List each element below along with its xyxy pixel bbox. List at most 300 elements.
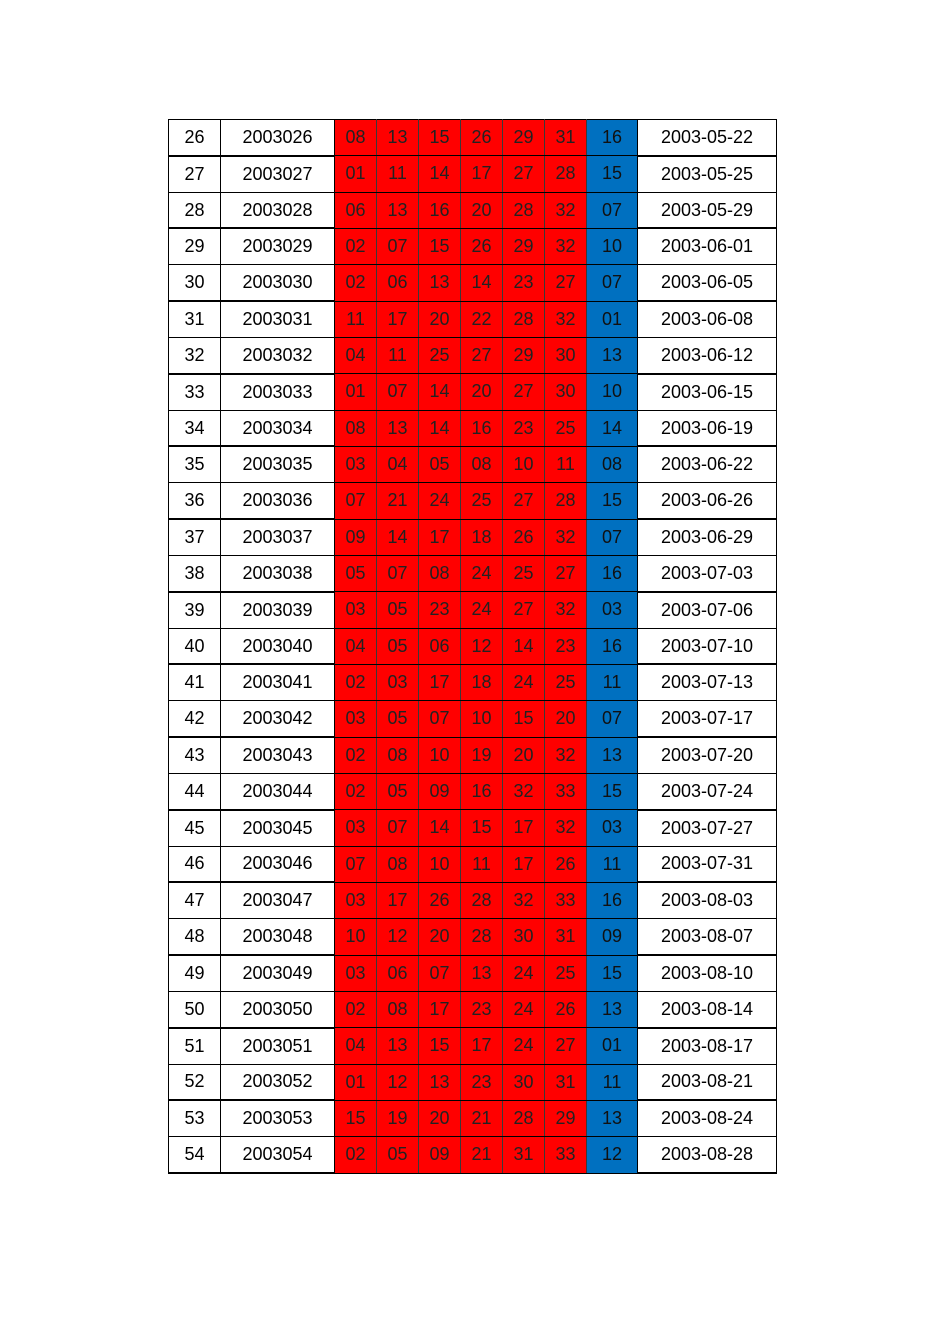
issue-number-cell: 2003050: [221, 991, 335, 1027]
red-ball-cell: 01: [335, 1064, 377, 1100]
red-ball-cell: 08: [377, 737, 419, 773]
red-ball-cell: 09: [419, 773, 461, 809]
draw-date-cell: 2003-06-19: [638, 410, 777, 446]
blue-ball-cell: 07: [587, 519, 638, 555]
blue-ball-cell: 13: [587, 337, 638, 373]
red-ball-cell: 32: [545, 192, 587, 228]
issue-number-cell: 2003051: [221, 1028, 335, 1064]
red-ball-cell: 14: [461, 265, 503, 301]
draw-date-cell: 2003-08-28: [638, 1137, 777, 1173]
red-ball-cell: 16: [419, 192, 461, 228]
row-index-cell: 37: [169, 519, 221, 555]
red-ball-cell: 15: [461, 810, 503, 846]
issue-number-cell: 2003052: [221, 1064, 335, 1100]
blue-ball-cell: 15: [587, 156, 638, 192]
red-ball-cell: 14: [419, 810, 461, 846]
red-ball-cell: 23: [545, 628, 587, 664]
draw-date-cell: 2003-07-31: [638, 846, 777, 882]
table-row: [169, 737, 777, 773]
red-ball-cell: 04: [335, 628, 377, 664]
red-ball-cell: 11: [545, 446, 587, 482]
red-ball-cell: 27: [545, 555, 587, 591]
red-ball-cell: 32: [503, 882, 545, 918]
red-ball-cell: 14: [377, 519, 419, 555]
table-row: [169, 955, 777, 991]
table-row: [169, 374, 777, 410]
red-ball-cell: 11: [377, 337, 419, 373]
red-ball-cell: 02: [335, 773, 377, 809]
blue-ball-cell: 15: [587, 955, 638, 991]
red-ball-cell: 28: [545, 156, 587, 192]
red-ball-cell: 02: [335, 991, 377, 1027]
row-index-cell: 40: [169, 628, 221, 664]
draw-date-cell: 2003-06-26: [638, 483, 777, 519]
draw-date-cell: 2003-08-07: [638, 919, 777, 955]
issue-number-cell: 2003054: [221, 1137, 335, 1173]
table-row: [169, 701, 777, 737]
blue-ball-cell: 16: [587, 120, 638, 156]
red-ball-cell: 02: [335, 228, 377, 264]
red-ball-cell: 28: [503, 1100, 545, 1136]
draw-date-cell: 2003-05-29: [638, 192, 777, 228]
table-row: [169, 1100, 777, 1136]
blue-ball-cell: 16: [587, 882, 638, 918]
issue-number-cell: 2003049: [221, 955, 335, 991]
red-ball-cell: 25: [545, 410, 587, 446]
draw-date-cell: 2003-06-01: [638, 228, 777, 264]
issue-number-cell: 2003026: [221, 120, 335, 156]
red-ball-cell: 13: [377, 120, 419, 156]
draw-date-cell: 2003-05-25: [638, 156, 777, 192]
red-ball-cell: 17: [419, 519, 461, 555]
table-row: [169, 592, 777, 628]
draw-date-cell: 2003-07-20: [638, 737, 777, 773]
red-ball-cell: 17: [503, 810, 545, 846]
blue-ball-cell: 03: [587, 592, 638, 628]
red-ball-cell: 17: [503, 846, 545, 882]
table-row: [169, 301, 777, 337]
red-ball-cell: 31: [503, 1137, 545, 1173]
red-ball-cell: 23: [461, 1064, 503, 1100]
blue-ball-cell: 11: [587, 1064, 638, 1100]
row-index-cell: 45: [169, 810, 221, 846]
red-ball-cell: 03: [335, 701, 377, 737]
red-ball-cell: 07: [377, 810, 419, 846]
issue-number-cell: 2003037: [221, 519, 335, 555]
red-ball-cell: 26: [461, 228, 503, 264]
table-row: [169, 337, 777, 373]
red-ball-cell: 15: [419, 120, 461, 156]
red-ball-cell: 12: [377, 1064, 419, 1100]
red-ball-cell: 11: [461, 846, 503, 882]
red-ball-cell: 17: [461, 1028, 503, 1064]
issue-number-cell: 2003027: [221, 156, 335, 192]
red-ball-cell: 02: [335, 664, 377, 700]
row-index-cell: 27: [169, 156, 221, 192]
draw-table-body: [169, 120, 777, 1174]
red-ball-cell: 13: [419, 265, 461, 301]
blue-ball-cell: 16: [587, 628, 638, 664]
red-ball-cell: 04: [335, 337, 377, 373]
red-ball-cell: 20: [419, 1100, 461, 1136]
blue-ball-cell: 15: [587, 773, 638, 809]
red-ball-cell: 20: [461, 374, 503, 410]
issue-number-cell: 2003046: [221, 846, 335, 882]
red-ball-cell: 07: [377, 228, 419, 264]
red-ball-cell: 20: [503, 737, 545, 773]
red-ball-cell: 27: [503, 592, 545, 628]
issue-number-cell: 2003038: [221, 555, 335, 591]
red-ball-cell: 26: [545, 846, 587, 882]
blue-ball-cell: 13: [587, 737, 638, 773]
issue-number-cell: 2003044: [221, 773, 335, 809]
table-row: [169, 664, 777, 700]
row-index-cell: 52: [169, 1064, 221, 1100]
red-ball-cell: 26: [461, 120, 503, 156]
red-ball-cell: 26: [545, 991, 587, 1027]
table-row: [169, 555, 777, 591]
row-index-cell: 36: [169, 483, 221, 519]
row-index-cell: 29: [169, 228, 221, 264]
red-ball-cell: 27: [503, 374, 545, 410]
red-ball-cell: 08: [461, 446, 503, 482]
red-ball-cell: 27: [503, 156, 545, 192]
red-ball-cell: 16: [461, 773, 503, 809]
issue-number-cell: 2003032: [221, 337, 335, 373]
red-ball-cell: 14: [419, 156, 461, 192]
draw-date-cell: 2003-08-17: [638, 1028, 777, 1064]
red-ball-cell: 26: [503, 519, 545, 555]
red-ball-cell: 29: [503, 228, 545, 264]
red-ball-cell: 21: [461, 1137, 503, 1173]
red-ball-cell: 14: [419, 374, 461, 410]
row-index-cell: 51: [169, 1028, 221, 1064]
red-ball-cell: 03: [335, 882, 377, 918]
red-ball-cell: 07: [335, 483, 377, 519]
issue-number-cell: 2003028: [221, 192, 335, 228]
red-ball-cell: 31: [545, 919, 587, 955]
draw-date-cell: 2003-07-24: [638, 773, 777, 809]
red-ball-cell: 28: [461, 919, 503, 955]
draw-date-cell: 2003-06-15: [638, 374, 777, 410]
red-ball-cell: 02: [335, 265, 377, 301]
red-ball-cell: 24: [503, 991, 545, 1027]
red-ball-cell: 28: [461, 882, 503, 918]
red-ball-cell: 03: [335, 955, 377, 991]
blue-ball-cell: 13: [587, 991, 638, 1027]
row-index-cell: 31: [169, 301, 221, 337]
draw-date-cell: 2003-07-06: [638, 592, 777, 628]
red-ball-cell: 30: [545, 337, 587, 373]
red-ball-cell: 13: [419, 1064, 461, 1100]
table-row: [169, 773, 777, 809]
red-ball-cell: 32: [545, 301, 587, 337]
red-ball-cell: 09: [419, 1137, 461, 1173]
red-ball-cell: 27: [545, 1028, 587, 1064]
red-ball-cell: 10: [461, 701, 503, 737]
red-ball-cell: 28: [503, 301, 545, 337]
blue-ball-cell: 01: [587, 301, 638, 337]
red-ball-cell: 23: [503, 410, 545, 446]
draw-date-cell: 2003-07-17: [638, 701, 777, 737]
red-ball-cell: 08: [377, 846, 419, 882]
draw-date-cell: 2003-06-22: [638, 446, 777, 482]
red-ball-cell: 05: [377, 1137, 419, 1173]
row-index-cell: 47: [169, 882, 221, 918]
row-index-cell: 35: [169, 446, 221, 482]
red-ball-cell: 18: [461, 664, 503, 700]
red-ball-cell: 32: [545, 519, 587, 555]
blue-ball-cell: 09: [587, 919, 638, 955]
lottery-draw-table: [168, 119, 777, 1174]
draw-date-cell: 2003-08-03: [638, 882, 777, 918]
issue-number-cell: 2003045: [221, 810, 335, 846]
table-row: [169, 1137, 777, 1173]
table-row: [169, 991, 777, 1027]
table-row: [169, 882, 777, 918]
red-ball-cell: 03: [335, 446, 377, 482]
red-ball-cell: 12: [377, 919, 419, 955]
red-ball-cell: 04: [377, 446, 419, 482]
red-ball-cell: 07: [419, 955, 461, 991]
red-ball-cell: 17: [377, 882, 419, 918]
row-index-cell: 44: [169, 773, 221, 809]
red-ball-cell: 19: [377, 1100, 419, 1136]
red-ball-cell: 10: [419, 846, 461, 882]
red-ball-cell: 14: [419, 410, 461, 446]
table-row: [169, 120, 777, 156]
red-ball-cell: 13: [377, 192, 419, 228]
red-ball-cell: 32: [545, 592, 587, 628]
blue-ball-cell: 11: [587, 664, 638, 700]
red-ball-cell: 07: [335, 846, 377, 882]
red-ball-cell: 28: [503, 192, 545, 228]
red-ball-cell: 15: [335, 1100, 377, 1136]
table-row: [169, 846, 777, 882]
red-ball-cell: 24: [461, 555, 503, 591]
draw-date-cell: 2003-06-12: [638, 337, 777, 373]
issue-number-cell: 2003031: [221, 301, 335, 337]
table-row: [169, 228, 777, 264]
red-ball-cell: 23: [503, 265, 545, 301]
red-ball-cell: 10: [503, 446, 545, 482]
red-ball-cell: 22: [461, 301, 503, 337]
issue-number-cell: 2003053: [221, 1100, 335, 1136]
row-index-cell: 34: [169, 410, 221, 446]
red-ball-cell: 13: [461, 955, 503, 991]
table-row: [169, 519, 777, 555]
red-ball-cell: 12: [461, 628, 503, 664]
red-ball-cell: 05: [377, 592, 419, 628]
red-ball-cell: 02: [335, 737, 377, 773]
red-ball-cell: 17: [419, 991, 461, 1027]
row-index-cell: 46: [169, 846, 221, 882]
red-ball-cell: 05: [377, 701, 419, 737]
issue-number-cell: 2003039: [221, 592, 335, 628]
red-ball-cell: 06: [377, 265, 419, 301]
issue-number-cell: 2003048: [221, 919, 335, 955]
red-ball-cell: 20: [419, 919, 461, 955]
row-index-cell: 43: [169, 737, 221, 773]
blue-ball-cell: 12: [587, 1137, 638, 1173]
row-index-cell: 41: [169, 664, 221, 700]
draw-date-cell: 2003-06-05: [638, 265, 777, 301]
table-row: [169, 1028, 777, 1064]
issue-number-cell: 2003036: [221, 483, 335, 519]
red-ball-cell: 29: [545, 1100, 587, 1136]
red-ball-cell: 24: [503, 955, 545, 991]
red-ball-cell: 10: [419, 737, 461, 773]
red-ball-cell: 08: [419, 555, 461, 591]
red-ball-cell: 17: [461, 156, 503, 192]
red-ball-cell: 25: [545, 955, 587, 991]
red-ball-cell: 25: [545, 664, 587, 700]
red-ball-cell: 13: [377, 1028, 419, 1064]
red-ball-cell: 30: [503, 1064, 545, 1100]
table-row: [169, 810, 777, 846]
table-row: [169, 1064, 777, 1100]
red-ball-cell: 08: [377, 991, 419, 1027]
red-ball-cell: 08: [335, 410, 377, 446]
red-ball-cell: 10: [335, 919, 377, 955]
red-ball-cell: 20: [545, 701, 587, 737]
draw-date-cell: 2003-08-10: [638, 955, 777, 991]
red-ball-cell: 05: [419, 446, 461, 482]
red-ball-cell: 27: [461, 337, 503, 373]
red-ball-cell: 29: [503, 337, 545, 373]
red-ball-cell: 05: [335, 555, 377, 591]
blue-ball-cell: 07: [587, 701, 638, 737]
red-ball-cell: 15: [503, 701, 545, 737]
red-ball-cell: 19: [461, 737, 503, 773]
red-ball-cell: 20: [419, 301, 461, 337]
draw-date-cell: 2003-08-24: [638, 1100, 777, 1136]
issue-number-cell: 2003040: [221, 628, 335, 664]
blue-ball-cell: 03: [587, 810, 638, 846]
red-ball-cell: 17: [377, 301, 419, 337]
issue-number-cell: 2003043: [221, 737, 335, 773]
red-ball-cell: 24: [503, 1028, 545, 1064]
blue-ball-cell: 14: [587, 410, 638, 446]
red-ball-cell: 25: [461, 483, 503, 519]
red-ball-cell: 20: [461, 192, 503, 228]
issue-number-cell: 2003030: [221, 265, 335, 301]
red-ball-cell: 15: [419, 1028, 461, 1064]
draw-date-cell: 2003-06-08: [638, 301, 777, 337]
red-ball-cell: 07: [377, 555, 419, 591]
draw-date-cell: 2003-08-14: [638, 991, 777, 1027]
draw-date-cell: 2003-07-27: [638, 810, 777, 846]
row-index-cell: 50: [169, 991, 221, 1027]
red-ball-cell: 24: [503, 664, 545, 700]
red-ball-cell: 06: [335, 192, 377, 228]
red-ball-cell: 14: [503, 628, 545, 664]
red-ball-cell: 31: [545, 120, 587, 156]
table-row: [169, 156, 777, 192]
red-ball-cell: 23: [419, 592, 461, 628]
table-row: [169, 446, 777, 482]
red-ball-cell: 21: [377, 483, 419, 519]
issue-number-cell: 2003034: [221, 410, 335, 446]
red-ball-cell: 01: [335, 156, 377, 192]
row-index-cell: 26: [169, 120, 221, 156]
red-ball-cell: 11: [335, 301, 377, 337]
red-ball-cell: 17: [419, 664, 461, 700]
draw-date-cell: 2003-06-29: [638, 519, 777, 555]
row-index-cell: 38: [169, 555, 221, 591]
red-ball-cell: 29: [503, 120, 545, 156]
red-ball-cell: 33: [545, 773, 587, 809]
issue-number-cell: 2003041: [221, 664, 335, 700]
red-ball-cell: 06: [419, 628, 461, 664]
draw-date-cell: 2003-07-10: [638, 628, 777, 664]
red-ball-cell: 26: [419, 882, 461, 918]
row-index-cell: 33: [169, 374, 221, 410]
red-ball-cell: 06: [377, 955, 419, 991]
red-ball-cell: 05: [377, 628, 419, 664]
blue-ball-cell: 01: [587, 1028, 638, 1064]
row-index-cell: 49: [169, 955, 221, 991]
table-row: [169, 192, 777, 228]
row-index-cell: 48: [169, 919, 221, 955]
red-ball-cell: 08: [335, 120, 377, 156]
red-ball-cell: 03: [377, 664, 419, 700]
red-ball-cell: 30: [503, 919, 545, 955]
row-index-cell: 53: [169, 1100, 221, 1136]
blue-ball-cell: 16: [587, 555, 638, 591]
red-ball-cell: 21: [461, 1100, 503, 1136]
red-ball-cell: 31: [545, 1064, 587, 1100]
red-ball-cell: 32: [545, 810, 587, 846]
red-ball-cell: 11: [377, 156, 419, 192]
table-row: [169, 483, 777, 519]
red-ball-cell: 16: [461, 410, 503, 446]
red-ball-cell: 25: [503, 555, 545, 591]
red-ball-cell: 07: [419, 701, 461, 737]
draw-date-cell: 2003-08-21: [638, 1064, 777, 1100]
table-row: [169, 919, 777, 955]
red-ball-cell: 02: [335, 1137, 377, 1173]
draw-date-cell: 2003-07-03: [638, 555, 777, 591]
issue-number-cell: 2003047: [221, 882, 335, 918]
red-ball-cell: 30: [545, 374, 587, 410]
row-index-cell: 42: [169, 701, 221, 737]
table-row: [169, 265, 777, 301]
red-ball-cell: 33: [545, 882, 587, 918]
row-index-cell: 28: [169, 192, 221, 228]
red-ball-cell: 24: [419, 483, 461, 519]
red-ball-cell: 27: [503, 483, 545, 519]
red-ball-cell: 01: [335, 374, 377, 410]
blue-ball-cell: 07: [587, 265, 638, 301]
issue-number-cell: 2003035: [221, 446, 335, 482]
red-ball-cell: 28: [545, 483, 587, 519]
row-index-cell: 54: [169, 1137, 221, 1173]
red-ball-cell: 25: [419, 337, 461, 373]
blue-ball-cell: 08: [587, 446, 638, 482]
red-ball-cell: 03: [335, 592, 377, 628]
red-ball-cell: 18: [461, 519, 503, 555]
red-ball-cell: 13: [377, 410, 419, 446]
red-ball-cell: 33: [545, 1137, 587, 1173]
draw-date-cell: 2003-05-22: [638, 120, 777, 156]
table-row: [169, 628, 777, 664]
red-ball-cell: 07: [377, 374, 419, 410]
red-ball-cell: 15: [419, 228, 461, 264]
red-ball-cell: 32: [503, 773, 545, 809]
blue-ball-cell: 07: [587, 192, 638, 228]
blue-ball-cell: 10: [587, 374, 638, 410]
